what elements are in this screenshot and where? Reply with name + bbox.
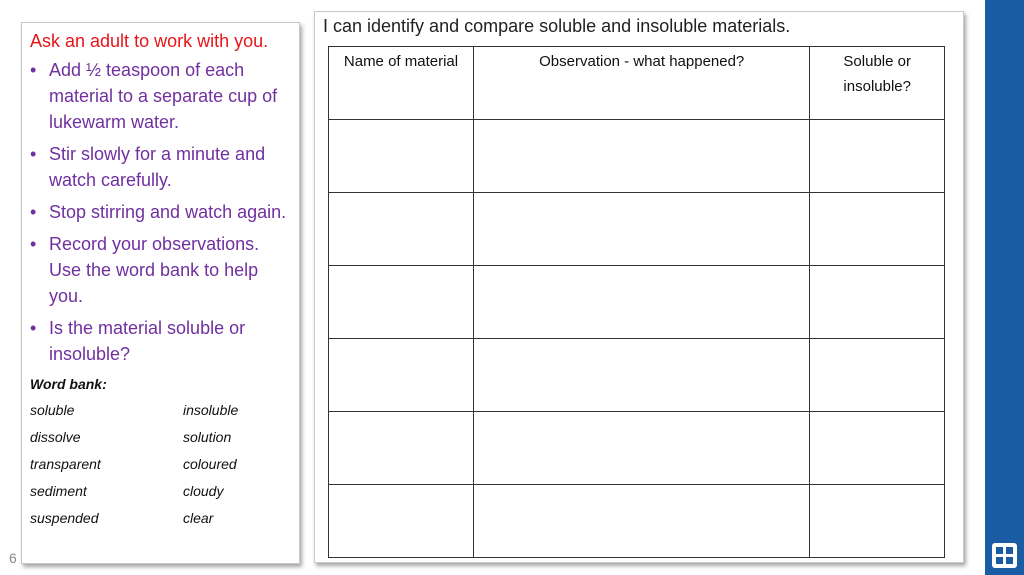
adult-note: Ask an adult to work with you. xyxy=(30,31,269,51)
word-bank-word: dissolve xyxy=(30,429,81,445)
word-bank xyxy=(30,399,289,529)
table-row xyxy=(329,339,945,412)
cell-material[interactable] xyxy=(329,339,474,412)
step-item: • Stir slowly for a minute and watch carefully. xyxy=(30,141,289,193)
step-item: • Stop stirring and watch again. xyxy=(30,199,289,225)
learning-objective: I can identify and compare soluble and insoluble materials. xyxy=(323,16,791,36)
word-bank-word: solution xyxy=(183,429,232,445)
word-bank-word: sediment xyxy=(30,483,87,499)
header-soluble: Soluble or insoluble? xyxy=(810,47,945,120)
cell-observation[interactable] xyxy=(474,120,810,193)
cell-observation[interactable] xyxy=(474,193,810,266)
step-item: • Is the material soluble or insoluble? xyxy=(30,315,289,367)
header-material: Name of material xyxy=(329,47,474,120)
table-header-row xyxy=(329,47,945,120)
word-bank-title: Word bank: xyxy=(30,376,107,392)
cell-material[interactable] xyxy=(329,266,474,339)
word-bank-word: coloured xyxy=(183,456,237,472)
word-bank-word: suspended xyxy=(30,510,99,526)
school-logo-icon xyxy=(991,542,1018,569)
word-bank-word: soluble xyxy=(30,402,75,418)
cell-observation[interactable] xyxy=(474,485,810,558)
cell-soluble[interactable] xyxy=(810,339,945,412)
cell-soluble[interactable] xyxy=(810,412,945,485)
cell-material[interactable] xyxy=(329,412,474,485)
table-row xyxy=(329,485,945,558)
cell-observation[interactable] xyxy=(474,339,810,412)
cell-material[interactable] xyxy=(329,485,474,558)
step-item: • Record your observations. Use the word bank to help you. xyxy=(30,231,289,309)
cell-soluble[interactable] xyxy=(810,485,945,558)
page-number: 6 xyxy=(9,550,17,566)
table-row xyxy=(329,266,945,339)
cell-soluble[interactable] xyxy=(810,120,945,193)
cell-material[interactable] xyxy=(329,120,474,193)
word-bank-word: cloudy xyxy=(183,483,224,499)
cell-observation[interactable] xyxy=(474,266,810,339)
observation-card xyxy=(314,11,964,563)
table-row xyxy=(329,120,945,193)
cell-observation[interactable] xyxy=(474,412,810,485)
brand-sidebar xyxy=(985,0,1024,575)
table-row xyxy=(329,193,945,266)
header-observation: Observation - what happened? xyxy=(474,47,810,120)
table-row xyxy=(329,412,945,485)
word-bank-word: clear xyxy=(183,510,214,526)
word-bank-word: insoluble xyxy=(183,402,239,418)
cell-soluble[interactable] xyxy=(810,193,945,266)
instructions-card xyxy=(21,22,300,564)
cell-material[interactable] xyxy=(329,193,474,266)
instruction-steps xyxy=(30,57,289,367)
word-bank-word: transparent xyxy=(30,456,101,472)
observation-table xyxy=(328,46,945,558)
cell-soluble[interactable] xyxy=(810,266,945,339)
step-item: • Add ½ teaspoon of each material to a separate cup of lukewarm water. xyxy=(30,57,289,135)
